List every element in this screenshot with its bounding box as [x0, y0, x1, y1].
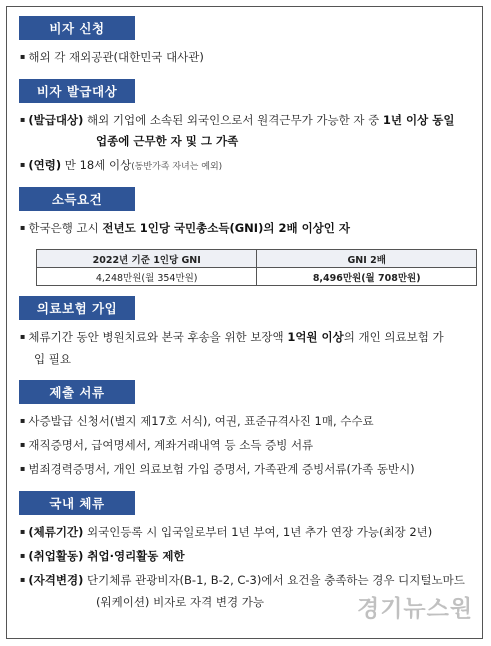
documents-line-1: ▪ 사증발급 신청서(별지 제17호 서식), 여권, 표준규격사진 1매, 수수료: [20, 414, 374, 428]
table-row: [37, 268, 477, 286]
table-header-cell: 2022년 기준 1인당 GNI: [37, 250, 257, 268]
document-frame: [6, 6, 483, 639]
bullet-icon: ▪: [20, 464, 26, 473]
section-header-income: 소득요건: [19, 187, 135, 211]
section-header-insurance: 의료보험 가입: [19, 296, 135, 320]
table-cell: 8,496만원(월 708만원): [257, 268, 477, 286]
bullet-icon: ▪: [20, 160, 26, 169]
eligibility-age-line: ▪ (연령) 만 18세 이상(동반가족 자녀는 예외): [20, 158, 223, 172]
eligibility-line-1: ▪ (발급대상) 해외 기업에 소속된 외국인으로서 원격근무가 가능한 자 중 1년 이상 동일: [20, 113, 455, 127]
bullet-icon: ▪: [20, 332, 26, 341]
bullet-icon: ▪: [20, 575, 26, 584]
stay-line-1: ▪ (체류기간) 외국인등록 시 입국일로부터 1년 부여, 1년 추가 연장 가능(최장 2년): [20, 525, 433, 539]
bullet-icon: ▪: [20, 115, 26, 124]
bullet-icon: ▪: [20, 52, 26, 61]
bullet-icon: ▪: [20, 527, 26, 536]
visa-apply-line: ▪ 해외 각 재외공관(대한민국 대사관): [20, 50, 204, 64]
income-line: ▪ 한국은행 고시 전년도 1인당 국민총소득(GNI)의 2배 이상인 자: [20, 221, 351, 235]
section-header-stay: 국내 체류: [19, 491, 135, 515]
stay-line-3: ▪ (자격변경) 단기체류 관광비자(B-1, B-2, C-3)에서 요건을 충족하는 경우 디지털노마드: [20, 573, 465, 587]
documents-line-3: ▪ 범죄경력증명서, 개인 의료보험 가입 증명서, 가족관계 증빙서류(가족 동반시): [20, 462, 415, 476]
section-header-eligibility: 비자 발급대상: [19, 79, 135, 103]
section-header-documents: 제출 서류: [19, 380, 135, 404]
table-header-cell: GNI 2배: [257, 250, 477, 268]
bullet-icon: ▪: [20, 223, 26, 232]
stay-line-4: (워케이션) 비자로 자격 변경 가능: [96, 595, 265, 609]
bullet-icon: ▪: [20, 551, 26, 560]
gni-table: [36, 249, 477, 286]
table-cell: 4,248만원(월 354만원): [37, 268, 257, 286]
insurance-line-2: 입 필요: [34, 352, 71, 366]
watermark-logo: 경기뉴스원: [357, 596, 474, 622]
bullet-icon: ▪: [20, 416, 26, 425]
documents-line-2: ▪ 재직증명서, 급여명세서, 계좌거래내역 등 소득 증빙 서류: [20, 438, 314, 452]
insurance-line-1: ▪ 체류기간 동안 병원치료와 본국 후송을 위한 보장액 1억원 이상의 개인 의료보험 가: [20, 330, 444, 344]
bullet-icon: ▪: [20, 440, 26, 449]
table-header-row: [37, 250, 477, 268]
stay-line-2: ▪ (취업활동) 취업·영리활동 제한: [20, 549, 185, 563]
eligibility-line-2: 업종에 근무한 자 및 그 가족: [96, 134, 239, 148]
section-header-visa-apply: 비자 신청: [19, 16, 135, 40]
